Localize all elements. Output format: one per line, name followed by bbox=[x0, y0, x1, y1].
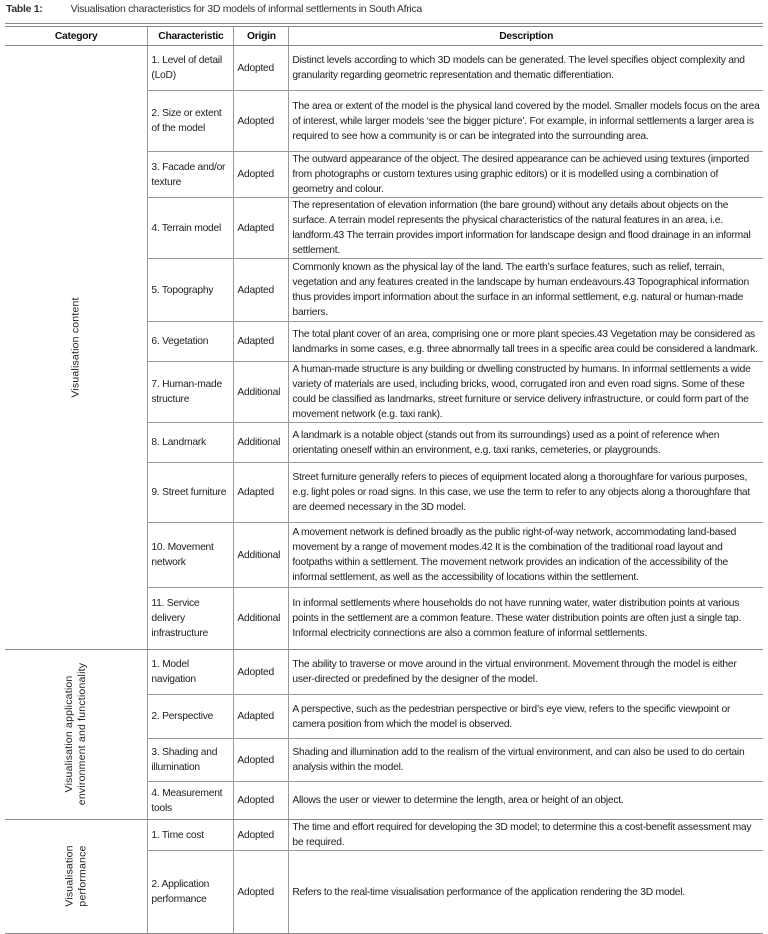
origin-cell: Adapted bbox=[234, 695, 289, 739]
description-cell: Allows the user or viewer to determine the length, area or height of an object. bbox=[289, 782, 763, 820]
description-cell: Street furniture generally refers to pieces of equipment located along a thoroughfare for various purposes, e.g. light poles or road signs. In this case, we use the term to refer to any objects along a thoroughfare that are deemed necessary in the 3D model. bbox=[289, 463, 763, 523]
origin-cell: Adopted bbox=[234, 739, 289, 782]
divider bbox=[5, 23, 763, 24]
origin-cell: Adapted bbox=[234, 463, 289, 523]
description-cell: A perspective, such as the pedestrian perspective or bird’s eye view, refers to the specific viewpoint or camera position from which the model is observed. bbox=[289, 695, 763, 739]
origin-cell: Additional bbox=[234, 362, 289, 423]
description-cell: Refers to the real-time visualisation performance of the application rendering the 3D model. bbox=[289, 851, 763, 934]
origin-cell: Adopted bbox=[234, 851, 289, 934]
description-cell: The outward appearance of the object. The desired appearance can be achieved using textures (imported from photographs or custom textures using graphic editors) or it is modelled using a combination of geometry and colour. bbox=[289, 152, 763, 198]
characteristic-cell: 2. Application performance bbox=[148, 851, 234, 934]
characteristic-cell: 1. Model navigation bbox=[148, 650, 234, 695]
category-cell bbox=[5, 650, 148, 820]
table-row bbox=[5, 650, 763, 695]
origin-cell: Additional bbox=[234, 423, 289, 463]
description-cell: A landmark is a notable object (stands out from its surroundings) used as a point of reference when orientating oneself within an environment, e.g. taxi ranks, cemeteries, or playgrounds. bbox=[289, 423, 763, 463]
table-title: Visualisation characteristics for 3D models of informal settlements in South Africa bbox=[70, 3, 422, 15]
description-cell: In informal settlements where households do not have running water, water distribution points at various points in the settlement are a common feature. These water distribution points are often just a single tap. Informal electricity connections are also a common feature of informal settlements. bbox=[289, 588, 763, 650]
origin-cell: Adopted bbox=[234, 820, 289, 851]
description-cell: The representation of elevation information (the bare ground) without any details about objects on the surface. A terrain model represents the physical characteristics of the natural features in an area, i.e. landform.43 The terrain provides import information for landscape design and flood drainage in an informal settlement. bbox=[289, 198, 763, 259]
origin-cell: Additional bbox=[234, 523, 289, 588]
category-cell bbox=[5, 46, 148, 650]
description-cell: A movement network is defined broadly as the public right-of-way network, accommodating land-based movement by a range of movement modes.42 It is the combination of the traditional road layout and footpaths within a settlement. The movement network provides an indication of the accessibility of the informal settlement, as well as the accessibility of locations within the settlement. bbox=[289, 523, 763, 588]
characteristic-cell: 7. Human-made structure bbox=[148, 362, 234, 423]
header-origin: Origin bbox=[234, 27, 289, 46]
description-cell: Shading and illumination add to the realism of the virtual environment, and can also be used to do certain analysis within the model. bbox=[289, 739, 763, 782]
origin-cell: Adapted bbox=[234, 259, 289, 322]
characteristics-table bbox=[5, 26, 763, 934]
description-cell: The time and effort required for developing the 3D model; to determine this a cost-benefit assessment may be required. bbox=[289, 820, 763, 851]
description-cell: A human-made structure is any building or dwelling constructed by humans. In informal settlements a wide variety of materials are used, including bricks, wood, corrugated iron and even road signs. Some of these could be classified as landmarks, street furniture or service delivery infrastructure, or could form part of the movement network (e.g. taxi rank). bbox=[289, 362, 763, 423]
origin-cell: Additional bbox=[234, 588, 289, 650]
category-label-line: Visualisation bbox=[63, 845, 76, 907]
description-cell: The area or extent of the model is the physical land covered by the model. Smaller models focus on the area of interest, while larger models ‘see the bigger picture’. For example, in informal settlements a larger area is required to see how a community is or can be integrated into the surrounding area. bbox=[289, 91, 763, 152]
characteristic-cell: 10. Movement network bbox=[148, 523, 234, 588]
description-cell: Distinct levels according to which 3D models can be generated. The level specifies object complexity and granularity regarding geometric representation and thematic differentiation. bbox=[289, 46, 763, 91]
origin-cell: Adapted bbox=[234, 198, 289, 259]
category-label-line: Visualisation content bbox=[69, 297, 82, 398]
origin-cell: Adopted bbox=[234, 91, 289, 152]
characteristic-cell: 1. Time cost bbox=[148, 820, 234, 851]
origin-cell: Adopted bbox=[234, 46, 289, 91]
characteristic-cell: 6. Vegetation bbox=[148, 322, 234, 362]
category-label bbox=[70, 297, 83, 397]
characteristic-cell: 2. Perspective bbox=[148, 695, 234, 739]
origin-cell: Adapted bbox=[234, 322, 289, 362]
header-description: Description bbox=[289, 27, 763, 46]
characteristic-cell: 8. Landmark bbox=[148, 423, 234, 463]
characteristic-cell: 11. Service delivery infrastructure bbox=[148, 588, 234, 650]
category-cell bbox=[5, 820, 148, 934]
characteristic-cell: 4. Terrain model bbox=[148, 198, 234, 259]
characteristic-cell: 3. Shading and illumination bbox=[148, 739, 234, 782]
table-caption bbox=[6, 3, 422, 15]
characteristic-cell: 3. Facade and/or texture bbox=[148, 152, 234, 198]
table-row bbox=[5, 46, 763, 91]
origin-cell: Adopted bbox=[234, 152, 289, 198]
header-category: Category bbox=[5, 27, 148, 46]
category-label bbox=[63, 663, 89, 805]
table-label: Table 1: bbox=[6, 3, 43, 15]
category-label bbox=[63, 845, 89, 906]
table-row bbox=[5, 820, 763, 851]
category-label-line: Visualisation application bbox=[63, 675, 76, 793]
characteristic-cell: 2. Size or extent of the model bbox=[148, 91, 234, 152]
description-cell: The total plant cover of an area, comprising one or more plant species.43 Vegetation may be considered as landmarks in some cases, e.g. three abnormally tall trees in a specific area could be considered a landmark. bbox=[289, 322, 763, 362]
category-label-line: environment and functionality bbox=[76, 662, 89, 806]
description-cell: The ability to traverse or move around in the virtual environment. Movement through the model is either user-directed or predefined by the designer of the model. bbox=[289, 650, 763, 695]
characteristic-cell: 9. Street furniture bbox=[148, 463, 234, 523]
origin-cell: Adopted bbox=[234, 650, 289, 695]
header-characteristic: Characteristic bbox=[148, 27, 234, 46]
table-header-row bbox=[5, 27, 763, 46]
category-label-line: performance bbox=[76, 845, 89, 907]
characteristic-cell: 4. Measurement tools bbox=[148, 782, 234, 820]
characteristic-cell: 1. Level of detail (LoD) bbox=[148, 46, 234, 91]
origin-cell: Adopted bbox=[234, 782, 289, 820]
characteristic-cell: 5. Topography bbox=[148, 259, 234, 322]
description-cell: Commonly known as the physical lay of the land. The earth’s surface features, such as relief, terrain, vegetation and any features created in the landscape by human endeavours.43 Topographical information thus provides import information about the surface in an informal settlement, e.g. natural or human-made barriers. bbox=[289, 259, 763, 322]
